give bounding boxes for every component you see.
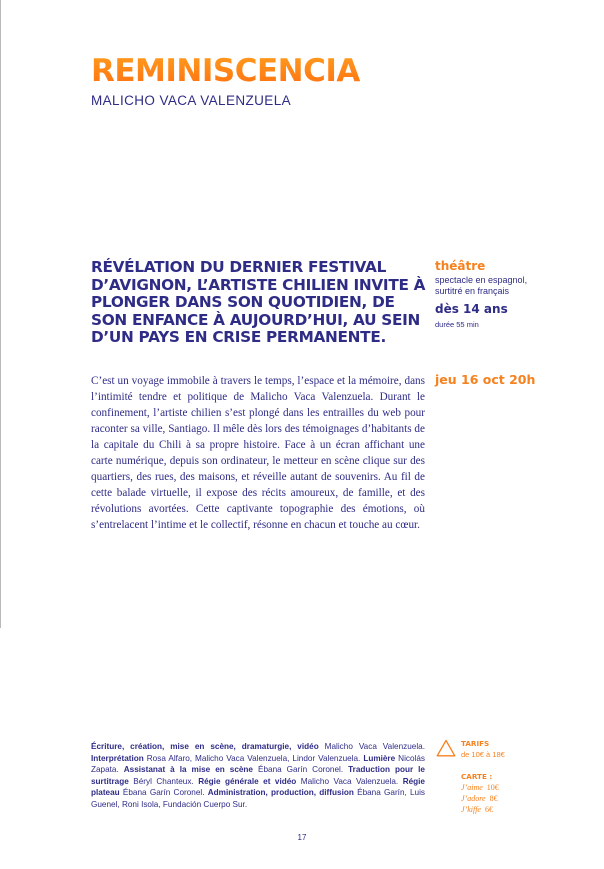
credit-role: Régie plateau — [91, 776, 425, 798]
genre-label: théâtre — [435, 259, 486, 273]
page-margin-rule — [0, 0, 1, 628]
credit-names: Malicho Vaca Valenzuela. — [324, 742, 425, 751]
carte-label: J’kiffe — [461, 805, 481, 814]
credit-names: Nicolás Zapata. — [91, 753, 426, 775]
artist-name: MALICHO VACA VALENZUELA — [91, 93, 292, 108]
language-line-1: spectacle en espagnol, — [435, 275, 528, 285]
tarifs-heading: TARIFS — [461, 739, 490, 748]
carte-item — [461, 794, 498, 803]
age-rating: dès 14 ans — [435, 302, 508, 316]
warning-triangle-icon — [436, 739, 456, 757]
carte-label: J’adore — [461, 794, 486, 803]
description-paragraph: C’est un voyage immobile à travers le temps, l’espace et la mémoire, dans l’intimité tendre et politique de Malicho Vaca Valenzuela. Durant le confinement, l’artiste chilien s’est plongé dans les entrailles du web pour raconter sa ville, Santiago. Il mêle dès lors des témoignages d’habitants de la capitale du Chili à sa propre histoire. Face à un écran affichant une carte numérique, depuis son ordinateur, le metteur en scène clique sur des quartiers, des rues, des maisons, et réveille autant de souvenirs. Au fil de cette balade virtuelle, il expose des récits amoureux, de famille, et des révolutions avortées. Cette captivante topographie des émotions, où s’entrelacent l’intime et le collectif, résonne en chacun et touche au cœur. — [91, 375, 425, 532]
credit-role: Régie générale et vidéo — [198, 776, 297, 786]
show-title: REMINISCENCIA — [91, 49, 360, 93]
credit-role: Interprétation — [91, 753, 144, 763]
credit-names: Ébana Garín Coronel. — [122, 788, 205, 798]
carte-price: 8€ — [489, 794, 498, 803]
carte-price: 6€ — [484, 805, 493, 814]
page-number: 17 — [297, 833, 307, 842]
language-line-2: surtitré en français — [435, 286, 510, 296]
lead-paragraph: RÉVÉLATION DU DERNIER FESTIVAL D’AVIGNON, L’ARTISTE CHILIEN INVITE À PLONGER DANS SON QUOTIDIEN, DE SON ENFANCE À AUJOURD’HUI, AU SEIN D’UN PAYS EN CRISE PERMANENTE. — [91, 258, 426, 347]
credit-names: Rosa Alfaro, Malicho Vaca Valenzuela, Lindor Valenzuela. — [146, 753, 361, 763]
credit-names: Béryl Chanteux. — [133, 776, 194, 786]
credit-role: Lumière — [363, 753, 396, 763]
carte-heading: CARTE : — [461, 772, 493, 781]
carte-item — [461, 783, 499, 792]
credit-role: Assistanat à la mise en scène — [123, 765, 253, 775]
duration: durée 55 min — [435, 320, 479, 329]
carte-item — [461, 805, 493, 814]
credit-names: Ébana Garín, Luis Guenel, Roni Isola, Fundación Cuerpo Sur. — [91, 788, 426, 809]
tarifs-range: de 10€ à 18€ — [461, 750, 505, 759]
credits-block — [91, 741, 425, 811]
performance-date: jeu 16 oct 20h — [435, 372, 536, 387]
credit-names: Malicho Vaca Valenzuela. — [300, 776, 399, 786]
credit-names: Ébana Garín Coronel. — [258, 765, 344, 775]
carte-price: 10€ — [486, 783, 499, 792]
credit-role: Administration, production, diffusion — [207, 788, 354, 798]
credit-role: Écriture, création, mise en scène, dramaturgie, vidéo — [91, 742, 319, 751]
show-info — [435, 258, 575, 330]
language-info — [435, 275, 575, 297]
credit-role: Traduction pour le surtitrage — [91, 765, 425, 786]
carte-label: J’aime — [461, 783, 483, 792]
